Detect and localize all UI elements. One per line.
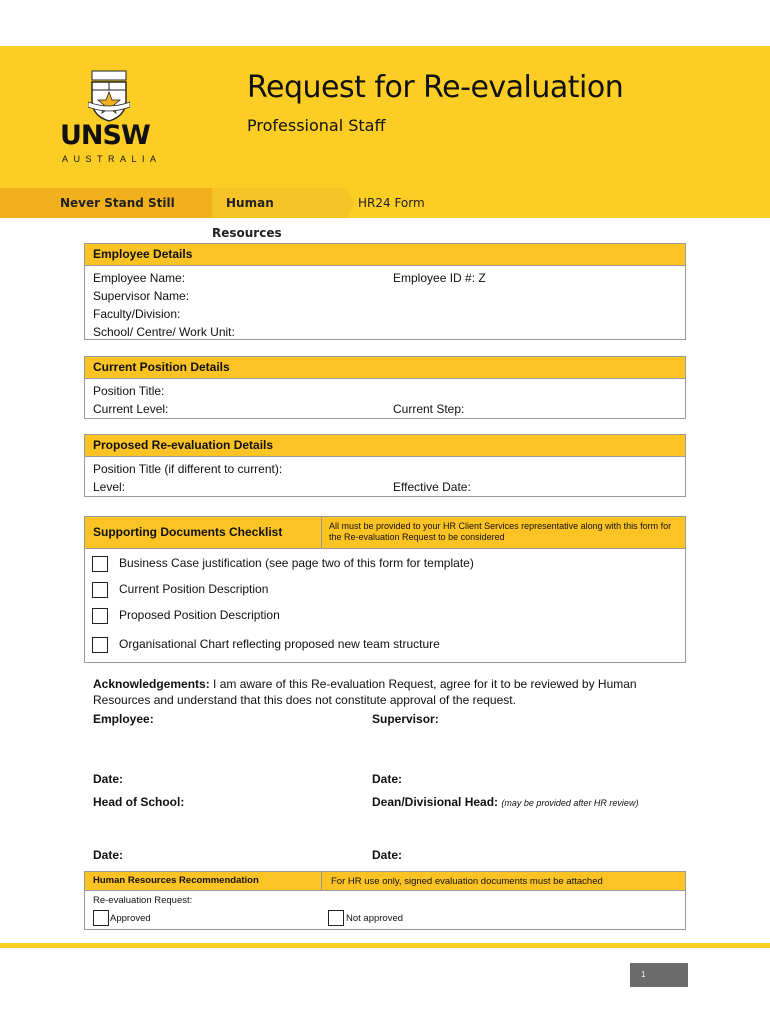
faculty-label: Faculty/Division:: [93, 307, 181, 321]
checklist-note: All must be provided to your HR Client Services representative along with this form for the Re-evaluation Request to be considered: [329, 521, 672, 542]
current-level-label: Current Level:: [93, 402, 169, 416]
crest-icon: [88, 70, 130, 122]
proposed-pd-checkbox[interactable]: [92, 608, 108, 624]
footer-bar: [0, 943, 770, 948]
head-of-school-label: Head of School:: [93, 795, 185, 809]
checklist-section: [84, 516, 686, 663]
proposed-section: [84, 434, 686, 497]
page-subtitle: Professional Staff: [247, 116, 386, 135]
supervisor-date-label: Date:: [372, 772, 403, 786]
org-chart-checkbox[interactable]: [92, 637, 108, 653]
page-number: 1: [630, 963, 688, 987]
current-position-section: [84, 356, 686, 419]
dean-note: (may be provided after HR review): [501, 798, 639, 808]
re-evaluation-request-label: Re-evaluation Request:: [93, 895, 193, 906]
employee-signature-label: Employee:: [93, 712, 154, 726]
supervisor-signature-label: Supervisor:: [372, 712, 439, 726]
logo-country: AUSTRALIA: [62, 154, 162, 164]
acknowledgements-body: I am aware of this Re-evaluation Request, agree for it to be reviewed by Human Resources and understand that this does not constitute approval of the request.: [93, 677, 637, 707]
logo-wordmark: UNSW: [60, 120, 150, 151]
breadcrumb-human-resources: Human Resources: [212, 188, 346, 218]
checklist-item-label: Business Case justification (see page two of this form for template): [119, 556, 474, 570]
page-title: Request for Re-evaluation: [247, 70, 624, 105]
proposed-position-title-label: Position Title (if different to current):: [93, 462, 283, 476]
employee-date-label: Date:: [93, 772, 124, 786]
acknowledgements-text: [93, 676, 653, 708]
supervisor-name-label: Supervisor Name:: [93, 289, 190, 303]
divider: [321, 517, 322, 548]
breadcrumb: [0, 188, 770, 240]
hr-recommendation-section: [84, 871, 686, 930]
employee-name-label: Employee Name:: [93, 271, 186, 285]
section-heading: Proposed Re-evaluation Details: [85, 435, 685, 457]
checklist-item: [85, 577, 685, 603]
effective-date-label: Effective Date:: [393, 480, 471, 494]
not-approved-label: Not approved: [346, 913, 404, 924]
proposed-level-label: Level:: [93, 480, 126, 494]
proposed-level-row: [85, 478, 685, 496]
position-title-label: Position Title:: [93, 384, 165, 398]
section-heading: Current Position Details: [85, 357, 685, 379]
not-approved-checkbox[interactable]: [328, 910, 344, 926]
checklist-item-label: Proposed Position Description: [119, 608, 280, 622]
hr-note: For HR use only, signed evaluation documents must be attached: [331, 876, 603, 887]
unsw-logo: [60, 70, 160, 170]
breadcrumb-form-code: HR24 Form: [358, 196, 425, 210]
employee-id-label: Employee ID #: Z: [393, 271, 486, 285]
acknowledgements-label: Acknowledgements:: [93, 677, 210, 691]
checklist-header: [85, 517, 685, 549]
hr-header: [85, 872, 685, 891]
employee-details-section: [84, 243, 686, 340]
current-level-row: [85, 400, 685, 418]
checklist-item-label: Organisational Chart reflecting proposed new team structure: [119, 637, 440, 651]
checklist-item-label: Current Position Description: [119, 582, 269, 596]
dean-label: Dean/Divisional Head: (may be provided after HR review): [372, 795, 639, 809]
dean-date-label: Date:: [372, 848, 403, 862]
divider: [321, 872, 322, 890]
school-label: School/ Centre/ Work Unit:: [93, 325, 235, 339]
business-case-checkbox[interactable]: [92, 556, 108, 572]
current-step-label: Current Step:: [393, 402, 465, 416]
head-of-school-date-label: Date:: [93, 848, 124, 862]
checklist-item: [85, 629, 685, 659]
approved-checkbox[interactable]: [93, 910, 109, 926]
approved-label: Approved: [110, 913, 151, 924]
employee-name-row: [85, 269, 685, 287]
breadcrumb-never-stand-still: Never Stand Still: [0, 188, 212, 218]
checklist-item: [85, 603, 685, 629]
current-pd-checkbox[interactable]: [92, 582, 108, 598]
section-heading: Supporting Documents Checklist: [93, 525, 283, 539]
checklist-item: [85, 551, 685, 577]
section-heading: Human Resources Recommendation: [93, 875, 259, 886]
section-heading: Employee Details: [85, 244, 685, 266]
